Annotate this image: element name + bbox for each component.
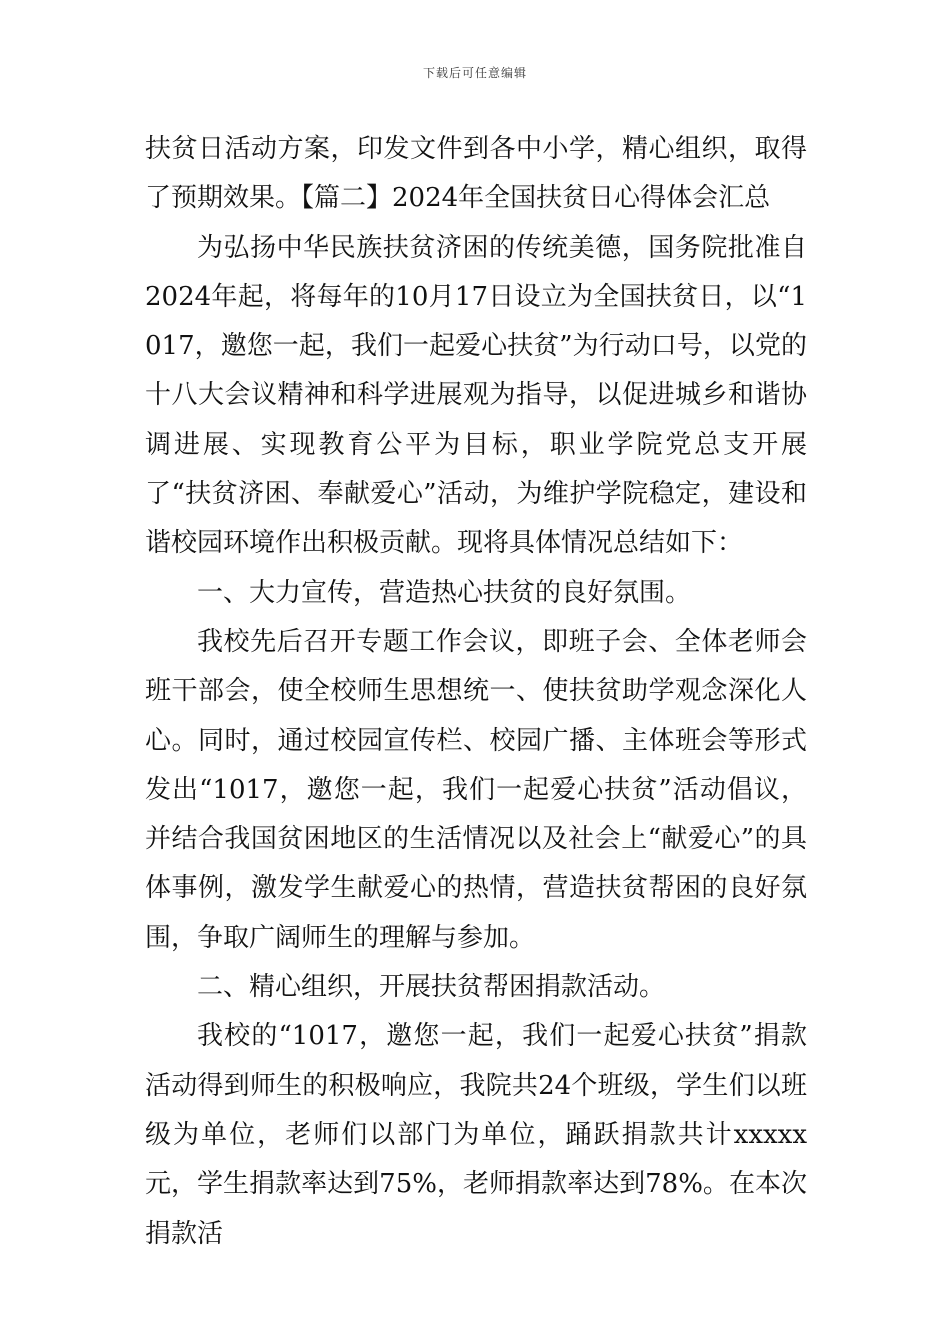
paragraph-donation: 我校的“1017，邀您一起，我们一起爱心扶贫”捐款活动得到师生的积极响应，我院共24个班级，学生们以班级为单位，老师们以部门为单位，踊跃捐款共计xxxxx元，学生捐款率达到75%，老师捐款率达到78%。在本次捐款活	[145, 1021, 807, 1249]
section-heading-donation: 二、精心组织，开展扶贫帮困捐款活动。	[197, 972, 666, 1003]
section-heading-publicity: 一、大力宣传，营造热心扶贫的良好氛围。	[197, 577, 692, 608]
document-body	[145, 125, 807, 1259]
paragraph-intro: 为弘扬中华民族扶贫济困的传统美德，国务院批准自2024年起，将每年的10月17日设立为全国扶贫日，以“1017，邀您一起，我们一起爱心扶贫”为行动口号，以党的十八大会议精神和科学进展观为指导，以促进城乡和谐协调进展、实现教育公平为目标，职业学院党总支开展了“扶贫济困、奉献爱心”活动，为维护学院稳定，建设和谐校园环境作出积极贡献。现将具体情况总结如下：	[145, 232, 807, 559]
paragraph-continuation: 扶贫日活动方案，印发文件到各中小学，精心组织，取得了预期效果。【篇二】2024年全国扶贫日心得体会汇总	[145, 134, 807, 214]
page-header: 下载后可任意编辑	[422, 66, 527, 80]
paragraph-publicity: 我校先后召开专题工作会议，即班子会、全体老师会班干部会，使全校师生思想统一、使扶贫助学观念深化人心。同时，通过校园宣传栏、校园广播、主体班会等形式发出“1017，邀您一起，我们一起爱心扶贫”活动倡议，并结合我国贫困地区的生活情况以及社会上“献爱心”的具体事例，激发学生献爱心的热情，营造扶贫帮困的良好氛围，争取广阔师生的理解与参加。	[145, 626, 807, 953]
